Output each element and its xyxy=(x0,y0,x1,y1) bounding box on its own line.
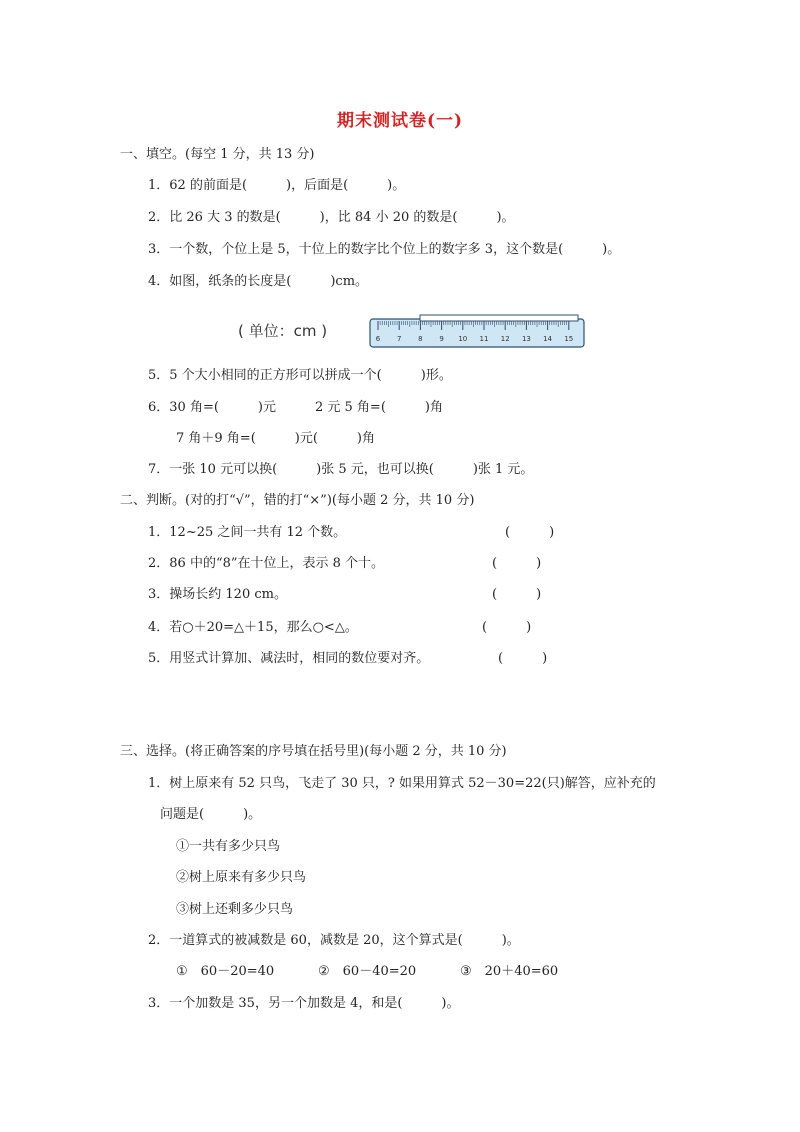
section1-q5: 5．5 个大小相同的正方形可以拼成一个( )形。 xyxy=(148,368,452,383)
section3-q1-line2: 问题是( )。 xyxy=(160,807,262,822)
ruler-number: 10 xyxy=(458,335,468,343)
section3-q3: 3．一个加数是 35，另一个加数是 4，和是( )。 xyxy=(148,996,460,1011)
paper-strip xyxy=(420,315,578,321)
section3-q2-option3: ③ 20＋40=60 xyxy=(460,964,559,979)
ruler-number: 7 xyxy=(396,335,402,343)
section3-q1-option2: ②树上原来有多少只鸟 xyxy=(176,870,307,885)
section2-heading: 二、判断。(对的打“√”，错的打“×”)(每小题 2 分，共 10 分) xyxy=(120,493,475,508)
section3-heading: 三、选择。(将正确答案的序号填在括号里)(每小题 2 分，共 10 分) xyxy=(120,744,507,759)
ruler-number: 15 xyxy=(564,335,574,343)
section2-q3: 3．操场长约 120 cm。 xyxy=(148,587,287,602)
ruler-figure xyxy=(368,313,588,349)
answer-paren: ( ) xyxy=(492,587,542,602)
exam-title: 期末测试卷(一) xyxy=(336,111,464,131)
section3-q2: 2．一道算式的被减数是 60，减数是 20，这个算式是( )。 xyxy=(148,933,520,948)
answer-paren: ( ) xyxy=(505,525,555,540)
section2-q5: 5．用竖式计算加、减法时，相同的数位要对齐。 xyxy=(148,651,430,666)
section1-q1: 1．62 的前面是( )，后面是( )。 xyxy=(148,178,406,193)
section1-q3: 3．一个数，个位上是 5，十位上的数字比个位上的数字多 3，这个数是( )。 xyxy=(148,242,621,257)
section1-q2: 2．比 26 大 3 的数是( )，比 84 小 20 的数是( )。 xyxy=(148,210,515,225)
section2-q1: 1．12~25 之间一共有 12 个数。 xyxy=(148,525,347,540)
ruler-number: 12 xyxy=(500,335,510,343)
section1-q6a: 6．30 角=( )元 2 元 5 角=( )角 xyxy=(148,400,443,415)
ruler-number: 9 xyxy=(439,335,444,343)
section3-q1-option3: ③树上还剩多少只鸟 xyxy=(176,902,294,917)
section2-q2: 2．86 中的“8”在十位上，表示 8 个十。 xyxy=(148,556,385,571)
section2-q4: 4．若○＋20=△＋15，那么○<△。 xyxy=(148,620,358,635)
ruler-number: 14 xyxy=(543,335,553,343)
section1-heading: 一、填空。(每空 1 分，共 13 分) xyxy=(120,147,315,162)
ruler-number: 8 xyxy=(418,335,423,343)
ruler-unit-label: ( 单位：cm ) xyxy=(238,322,328,340)
ruler-number: 11 xyxy=(479,335,489,343)
section1-q4: 4．如图，纸条的长度是( )cm。 xyxy=(148,274,369,289)
section3-q2-option2: ② 60－40=20 xyxy=(318,964,417,979)
section3-q1-line1: 1．树上原来有 52 只鸟，飞走了 30 只，? 如果用算式 52－30=22(只)解答，应补充的 xyxy=(148,776,656,791)
ruler-number: 6 xyxy=(375,335,381,343)
answer-paren: ( ) xyxy=(482,620,532,635)
section3-q1-option1: ①一共有多少只鸟 xyxy=(176,839,281,854)
section1-q7: 7．一张 10 元可以换( )张 5 元，也可以换( )张 1 元。 xyxy=(148,462,534,477)
answer-paren: ( ) xyxy=(498,651,548,666)
ruler-number: 13 xyxy=(521,335,531,343)
section1-q6b: 7 角＋9 角=( )元( )角 xyxy=(176,431,375,446)
section3-q2-option1: ① 60－20=40 xyxy=(176,964,275,979)
answer-paren: ( ) xyxy=(492,556,542,571)
